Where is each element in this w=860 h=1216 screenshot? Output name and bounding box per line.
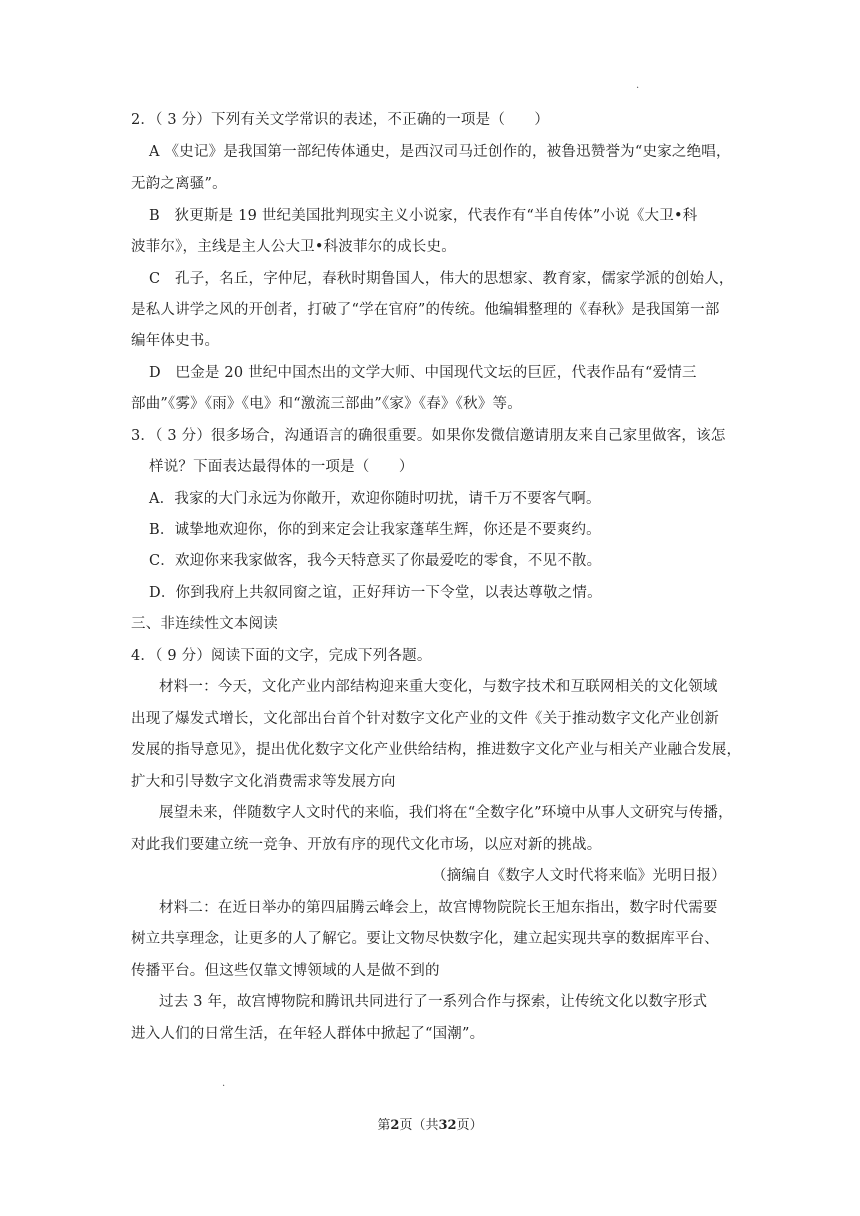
material2-line2: 树立共享理念，让更多的人了解它。要让文物尽快数字化，建立起实现共享的数据库平台、 (131, 931, 719, 947)
q2-option-d-line2: 部曲”《雾》《雨》《电》和“激流三部曲”《家》《春》《秋》等。 (131, 396, 522, 412)
q3-stem-line2: 样说？下面表达最得体的一项是（ ） (149, 459, 414, 475)
q2-option-b-line2: 波菲尔》，主线是主人公大卫•科波菲尔的成长史。 (131, 239, 456, 255)
q3-option-b: B．诚挚地欢迎你，你的到来定会让我家蓬荜生辉，你还是不要爽约。 (149, 522, 601, 538)
material1-line4: 扩大和引导数字文化消费需求等发展方向 (131, 774, 396, 790)
material2-line5: 进入人们的日常生活，在年轻人群体中掀起了“国潮”。 (131, 1026, 485, 1042)
footer-middle: 页（共 (399, 1118, 439, 1133)
footer-suffix: 页） (456, 1118, 483, 1133)
q3-stem-line1: 3．（ 3 分）很多场合，沟通语言的确很重要。如果你发微信邀请朋友来自己家里做客，该怎 (131, 428, 726, 444)
page-footer (0, 1114, 860, 1133)
material2-line3: 传播平台。但这些仅靠文博领域的人是做不到的 (131, 963, 440, 979)
q3-option-d: D．你到我府上共叙同窗之谊，正好拜访一下令堂，以表达尊敬之情。 (149, 585, 602, 601)
material1-line3: 发展的指导意见》，提出优化数字文化产业供给结构，推进数字文化产业与相关产业融合发展， (131, 742, 742, 758)
material1-line6: 对此我们要建立统一竞争、开放有序的现代文化市场，以应对新的挑战。 (131, 837, 602, 853)
q2-option-a-line1: A 《史记》是我国第一部纪传体通史，是西汉司马迁创作的，被鲁迅赞誉为“史家之绝唱， (149, 144, 731, 160)
page-number: 2 (390, 1118, 400, 1133)
q2-option-c-line2: 是私人讲学之风的开创者，打破了“学在官府”的传统。他编辑整理的《春秋》是我国第一部 (131, 302, 720, 318)
total-pages: 32 (438, 1118, 457, 1133)
footer-mark: . (222, 1078, 226, 1089)
q2-option-b-line1: B 狄更斯是 19 世纪美国批判现实主义小说家，代表作有“半自传体”小说《大卫•科 (149, 208, 698, 224)
q3-option-a: A．我家的大门永远为你敞开，欢迎你随时叨扰，请千万不要客气啊。 (149, 491, 601, 507)
q2-option-c-line1: C 孔子，名丘，字仲尼，春秋时期鲁国人，伟大的思想家、教育家，儒家学派的创始人， (149, 271, 734, 287)
q3-option-c: C．欢迎你来我家做客，我今天特意买了你最爱吃的零食，不见不散。 (149, 553, 602, 569)
header-mark: . (636, 80, 640, 91)
material1-line1: 材料一：今天，文化产业内部结构迎来重大变化，与数字技术和互联网相关的文化领域 (159, 679, 718, 695)
material2-line1: 材料二：在近日举办的第四届腾云峰会上，故宫博物院院长王旭东指出，数字时代需要 (159, 900, 718, 916)
q2-option-a-line2: 无韵之离骚”。 (131, 176, 227, 192)
footer-prefix: 第 (377, 1118, 391, 1133)
q2-option-c-line3: 编年体史书。 (131, 333, 220, 349)
material2-line4: 过去 3 年，故宫博物院和腾讯共同进行了一系列合作与探索，让传统文化以数字形式 (159, 994, 708, 1010)
section-heading: 三、非连续性文本阅读 (131, 616, 278, 632)
material1-line5: 展望未来，伴随数字人文时代的来临，我们将在“全数字化”环境中从事人文研究与传播， (159, 805, 733, 821)
q4-stem: 4．（ 9 分）阅读下面的文字，完成下列各题。 (131, 648, 432, 664)
q2-stem: 2．（ 3 分）下列有关文学常识的表述，不正确的一项是（ ） (131, 112, 550, 128)
material1-line2: 出现了爆发式增长，文化部出台首个针对数字文化产业的文件《关于推动数字文化产业创新 (131, 711, 719, 727)
material1-source: （摘编自《数字人文时代将来临》光明日报） (432, 868, 726, 884)
q2-option-d-line1: D 巴金是 20 世纪中国杰出的文学大师、中国现代文坛的巨匠，代表作品有“爱情三 (149, 365, 697, 381)
